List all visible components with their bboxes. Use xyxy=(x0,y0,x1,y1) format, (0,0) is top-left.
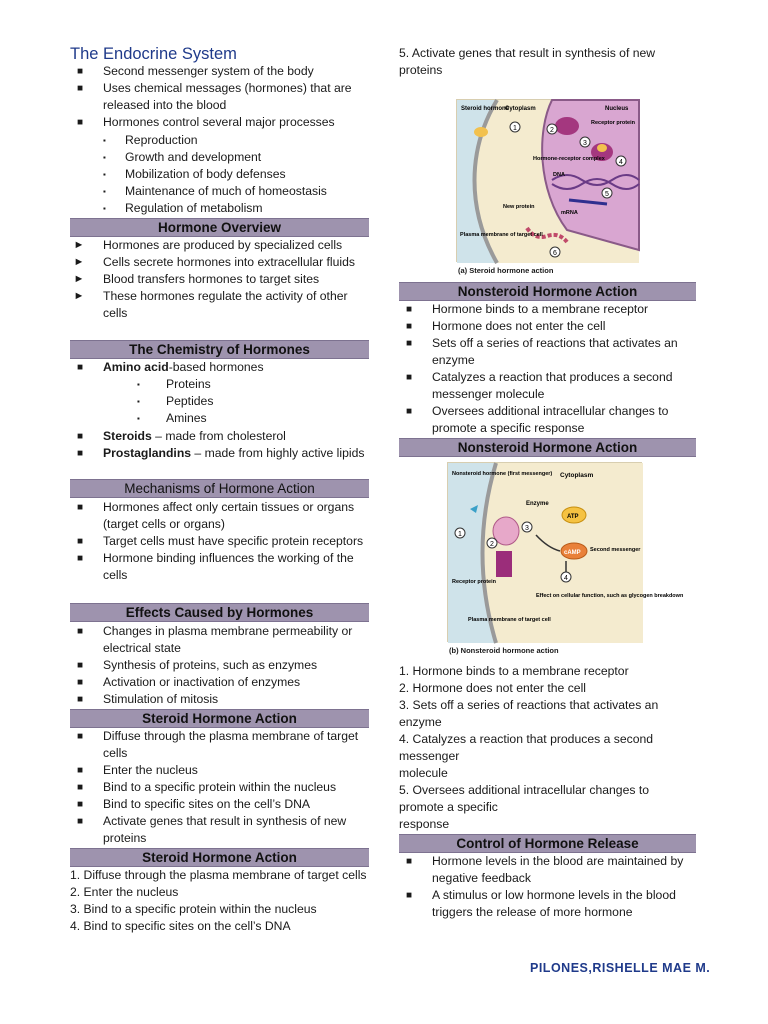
square-bullet-icon: ■ xyxy=(405,890,413,901)
list-item: ■ Second messenger system of the body xyxy=(70,63,370,80)
list-item: ► Cells secrete hormones into extracellular fluids xyxy=(70,254,370,271)
numbered-line: 4. Catalyzes a reaction that produces a second messenger xyxy=(399,732,654,763)
receptor-protein-shape xyxy=(496,551,512,577)
list-item: ■ A stimulus or low hormone levels in the blood triggers the release of more hormone xyxy=(399,887,696,921)
label-mrna: mRNA xyxy=(561,210,578,216)
square-bullet-icon: ■ xyxy=(76,117,84,128)
mechanisms-list xyxy=(70,499,370,584)
author-signature: PILONES,RISHELLE MAE M. xyxy=(530,961,711,975)
list-item: ▪ Maintenance of much of homeostasis xyxy=(103,184,327,198)
list-item: ■ Catalyzes a reaction that produces a second messenger molecule xyxy=(399,369,696,403)
list-item: ■ Diffuse through the plasma membrane of target cells xyxy=(70,728,370,762)
chemistry-list-b xyxy=(70,428,370,462)
steroid-action-list xyxy=(70,728,370,847)
small-square-bullet-icon: ▪ xyxy=(137,380,140,389)
numbered-line: 3. Sets off a series of reactions that activates an enzyme xyxy=(399,698,659,729)
list-item: ■ Hormone levels in the blood are maintained by negative feedback xyxy=(399,853,696,887)
label-receptor-protein: Receptor protein xyxy=(452,579,497,585)
arrow-bullet-icon: ► xyxy=(73,239,85,251)
steroid-numbered-list xyxy=(70,867,370,935)
step-number-4: 4 xyxy=(564,575,568,582)
list-item: ■ Hormones affect only certain tissues or organs (target cells or organs) xyxy=(70,499,370,533)
list-item: ■ Oversees additional intracellular changes to promote a specific response xyxy=(399,403,696,437)
label-dna: DNA xyxy=(553,172,565,178)
section-heading-chemistry: The Chemistry of Hormones xyxy=(70,340,369,359)
square-bullet-icon: ■ xyxy=(405,321,413,332)
label-plasma-membrane: Plasma membrane of target cell xyxy=(460,232,543,238)
step-number-5: 5 xyxy=(605,191,609,198)
step-number-1: 1 xyxy=(458,531,462,538)
list-item: ▪ Peptides xyxy=(137,394,214,408)
step-number-3: 3 xyxy=(583,140,587,147)
label-camp: cAMP xyxy=(564,550,581,556)
step-number-1: 1 xyxy=(513,125,517,132)
overview-list xyxy=(70,237,370,322)
small-square-bullet-icon: ▪ xyxy=(103,136,106,145)
list-item: ■ Hormone binding influences the working of the cells xyxy=(70,550,370,584)
step-number-6: 6 xyxy=(553,250,557,257)
arrow-bullet-icon: ► xyxy=(73,256,85,268)
list-item: ■ Prostaglandins – made from highly active lipids xyxy=(70,445,370,462)
label-new-protein: New protein xyxy=(503,204,535,210)
section-heading-nonsteroid-action-2: Nonsteroid Hormone Action xyxy=(399,438,696,457)
intro-list xyxy=(70,63,370,131)
square-bullet-icon: ■ xyxy=(76,502,84,513)
square-bullet-icon: ■ xyxy=(76,553,84,564)
square-bullet-icon: ■ xyxy=(76,765,84,776)
square-bullet-icon: ■ xyxy=(76,677,84,688)
label-first-messenger: Nonsteroid hormone (first messenger) xyxy=(452,471,553,477)
label-hormone-receptor-complex: Hormone-receptor complex xyxy=(533,156,605,162)
step-number-3: 3 xyxy=(525,525,529,532)
page-title: The Endocrine System xyxy=(70,45,237,63)
list-item: ▪ Mobilization of body defenses xyxy=(103,167,286,181)
square-bullet-icon: ■ xyxy=(405,856,413,867)
processes-list xyxy=(99,132,359,217)
square-bullet-icon: ■ xyxy=(76,536,84,547)
section-heading-mechanisms: Mechanisms of Hormone Action xyxy=(70,479,369,498)
numbered-line: 3. Bind to a specific protein within the nucleus xyxy=(70,902,317,916)
label-steroid-hormone: Steroid hormone xyxy=(461,106,510,112)
numbered-line: 5. Oversees additional intracellular changes to promote a specific xyxy=(399,783,649,814)
list-item: ▪ Regulation of metabolism xyxy=(103,201,263,215)
label-receptor-protein: Receptor protein xyxy=(591,120,636,126)
list-item: ■ Sets off a series of reactions that activates an enzyme xyxy=(399,335,696,369)
list-item: ■ Target cells must have specific protein receptors xyxy=(70,533,370,550)
label-atp: ATP xyxy=(567,514,579,520)
receptor-protein-shape xyxy=(555,117,579,135)
effects-list xyxy=(70,623,370,708)
section-heading-steroid-action: Steroid Hormone Action xyxy=(70,709,369,728)
steroid-figure-caption: (a) Steroid hormone action xyxy=(458,266,554,275)
section-heading-steroid-action-numbered: Steroid Hormone Action xyxy=(70,848,369,867)
small-square-bullet-icon: ▪ xyxy=(103,204,106,213)
bound-hormone-shape xyxy=(597,144,607,152)
square-bullet-icon: ■ xyxy=(76,362,84,373)
small-square-bullet-icon: ▪ xyxy=(103,170,106,179)
numbered-line: 1. Diffuse through the plasma membrane of target cells xyxy=(70,868,367,882)
section-heading-effects: Effects Caused by Hormones xyxy=(70,603,369,622)
square-bullet-icon: ■ xyxy=(76,83,84,94)
small-square-bullet-icon: ▪ xyxy=(137,414,140,423)
label-plasma-membrane: Plasma membrane of target cell xyxy=(468,617,551,623)
section-heading-nonsteroid-action: Nonsteroid Hormone Action xyxy=(399,282,696,301)
list-item: ► Blood transfers hormones to target sites xyxy=(70,271,370,288)
label-effect: Effect on cellular function, such as glycogen breakdown xyxy=(536,593,684,599)
section-heading-overview: Hormone Overview xyxy=(70,218,369,237)
list-item: ■ Activation or inactivation of enzymes xyxy=(70,674,370,691)
numbered-line: 2. Hormone does not enter the cell xyxy=(399,681,586,695)
small-square-bullet-icon: ▪ xyxy=(103,153,106,162)
list-item: ■ Amino acid-based hormones xyxy=(70,359,370,376)
list-item: ■ Synthesis of proteins, such as enzymes xyxy=(70,657,370,674)
square-bullet-icon: ■ xyxy=(405,406,413,417)
list-item: ■ Bind to a specific protein within the nucleus xyxy=(70,779,370,796)
square-bullet-icon: ■ xyxy=(76,731,84,742)
nonsteroid-hormone-figure xyxy=(447,462,684,642)
square-bullet-icon: ■ xyxy=(76,626,84,637)
label-enzyme: Enzyme xyxy=(526,501,549,507)
list-item: ■ Enter the nucleus xyxy=(70,762,370,779)
label-second-messenger: Second messenger xyxy=(590,547,641,553)
square-bullet-icon: ■ xyxy=(76,431,84,442)
list-item: ■ Stimulation of mitosis xyxy=(70,691,370,708)
numbered-line: 4. Bind to specific sites on the cell’s DNA xyxy=(70,919,291,933)
list-item: ■ Activate genes that result in synthesis of new proteins xyxy=(70,813,370,847)
list-item: ► These hormones regulate the activity of other cells xyxy=(70,288,370,322)
numbered-line: 2. Enter the nucleus xyxy=(70,885,179,899)
label-nucleus: Nucleus xyxy=(605,106,629,112)
square-bullet-icon: ■ xyxy=(76,816,84,827)
nonsteroid-action-list xyxy=(399,301,696,437)
list-item: ■ Bind to specific sites on the cell’s DNA xyxy=(70,796,370,813)
square-bullet-icon: ■ xyxy=(76,799,84,810)
steroid-hormone-shape xyxy=(474,127,488,137)
list-item: ▪ Proteins xyxy=(137,377,211,391)
amino-types-list xyxy=(131,376,331,427)
arrow-bullet-icon: ► xyxy=(73,273,85,285)
small-square-bullet-icon: ▪ xyxy=(137,397,140,406)
nonsteroid-diagram xyxy=(448,463,684,643)
list-item: ■ Steroids – made from cholesterol xyxy=(70,428,370,445)
list-item: ■ Changes in plasma membrane permeability or electrical state xyxy=(70,623,370,657)
label-cytoplasm: Cytoplasm xyxy=(560,472,594,479)
steroid-hormone-figure xyxy=(456,99,638,262)
square-bullet-icon: ■ xyxy=(76,66,84,77)
square-bullet-icon: ■ xyxy=(76,782,84,793)
arrow-bullet-icon: ► xyxy=(73,290,85,302)
list-item: ▪ Amines xyxy=(137,411,207,425)
label-cytoplasm: Cytoplasm xyxy=(505,106,536,112)
numbered-line: response xyxy=(399,817,450,831)
square-bullet-icon: ■ xyxy=(76,660,84,671)
list-item: ▪ Growth and development xyxy=(103,150,262,164)
list-item: ■ Hormone binds to a membrane receptor xyxy=(399,301,696,318)
numbered-line: 1. Hormone binds to a membrane receptor xyxy=(399,664,629,678)
control-list xyxy=(399,853,696,921)
step-number-2: 2 xyxy=(550,127,554,134)
nonsteroid-figure-caption: (b) Nonsteroid hormone action xyxy=(449,646,559,655)
square-bullet-icon: ■ xyxy=(405,338,413,349)
chemistry-list-a xyxy=(70,359,370,376)
square-bullet-icon: ■ xyxy=(76,694,84,705)
list-item: ► Hormones are produced by specialized cells xyxy=(70,237,370,254)
square-bullet-icon: ■ xyxy=(76,448,84,459)
square-bullet-icon: ■ xyxy=(405,372,413,383)
numbered-line: molecule xyxy=(399,766,448,780)
square-bullet-icon: ■ xyxy=(405,304,413,315)
list-item: ▪ Reproduction xyxy=(103,133,198,147)
list-item: ■ Uses chemical messages (hormones) that are released into the blood xyxy=(70,80,370,114)
nonsteroid-numbered-list xyxy=(399,663,696,833)
section-heading-control: Control of Hormone Release xyxy=(399,834,696,853)
steroid-numbered-line-5: 5. Activate genes that result in synthesis of new proteins xyxy=(399,46,656,77)
small-square-bullet-icon: ▪ xyxy=(103,187,106,196)
step-number-4: 4 xyxy=(619,159,623,166)
list-item: ■ Hormone does not enter the cell xyxy=(399,318,696,335)
step-number-2: 2 xyxy=(490,541,494,548)
steroid-diagram xyxy=(457,100,639,263)
list-item: ■ Hormones control several major processes xyxy=(70,114,370,131)
